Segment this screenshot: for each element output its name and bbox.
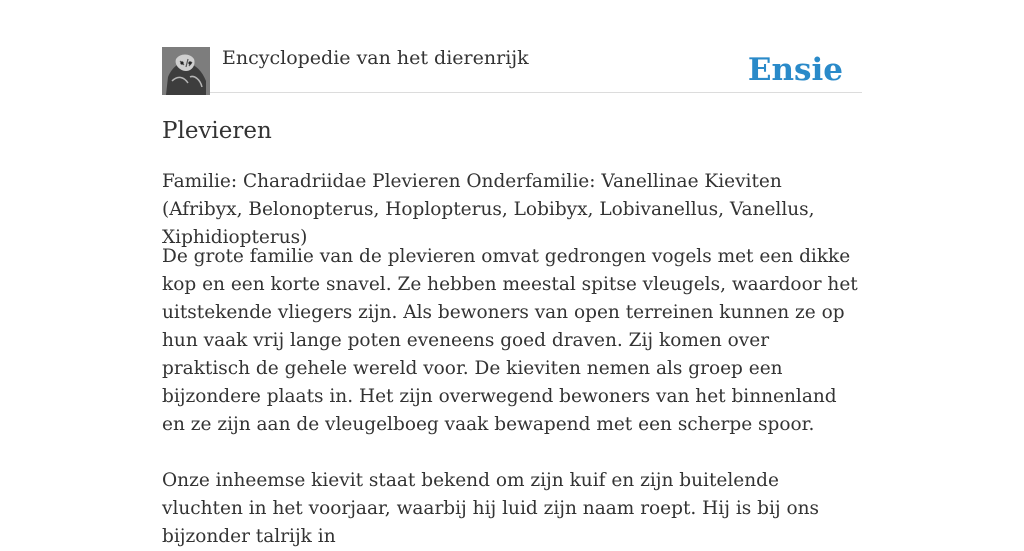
site-header <box>162 0 862 93</box>
page-container <box>162 0 862 547</box>
article-paragraph: Onze inheemse kievit staat bekend om zijn kuif en zijn buitelende vluchten in het voorjaar, waarbij hij luid zijn naam roept. Hij is bij ons bijzonder talrijk in <box>162 470 820 547</box>
site-title[interactable]: Encyclopedie van het dierenrijk <box>222 47 529 69</box>
article-paragraph: De grote familie van de plevieren omvat gedrongen vogels met een dikke kop en een korte snavel. Ze hebben meestal spitse vleugels, waardoor het uitstekende vliegers zijn. Als bewoners van open terreinen kunnen ze op hun vaak vrij lange poten eveneens goed draven. Zij komen over praktisch de gehele wereld voor. De kieviten nemen als groep een bijzondere plaats in. Het zijn overwegend bewoners van het binnenland en ze zijn aan de vleugelboeg vaak bewapend met een scherpe spoor. <box>162 246 858 435</box>
article-paragraph: Familie: Charadriidae Plevieren Onderfamilie: Vanellinae Kieviten (Afribyx, Belonopterus, Hoplopterus, Lobibyx, Lobivanellus, Vanellus, Xiphidiopterus) <box>162 171 815 248</box>
page-title: Plevieren <box>162 118 272 144</box>
brand-logo[interactable]: Ensie <box>747 52 843 88</box>
animal-engraving-icon[interactable] <box>162 47 210 95</box>
